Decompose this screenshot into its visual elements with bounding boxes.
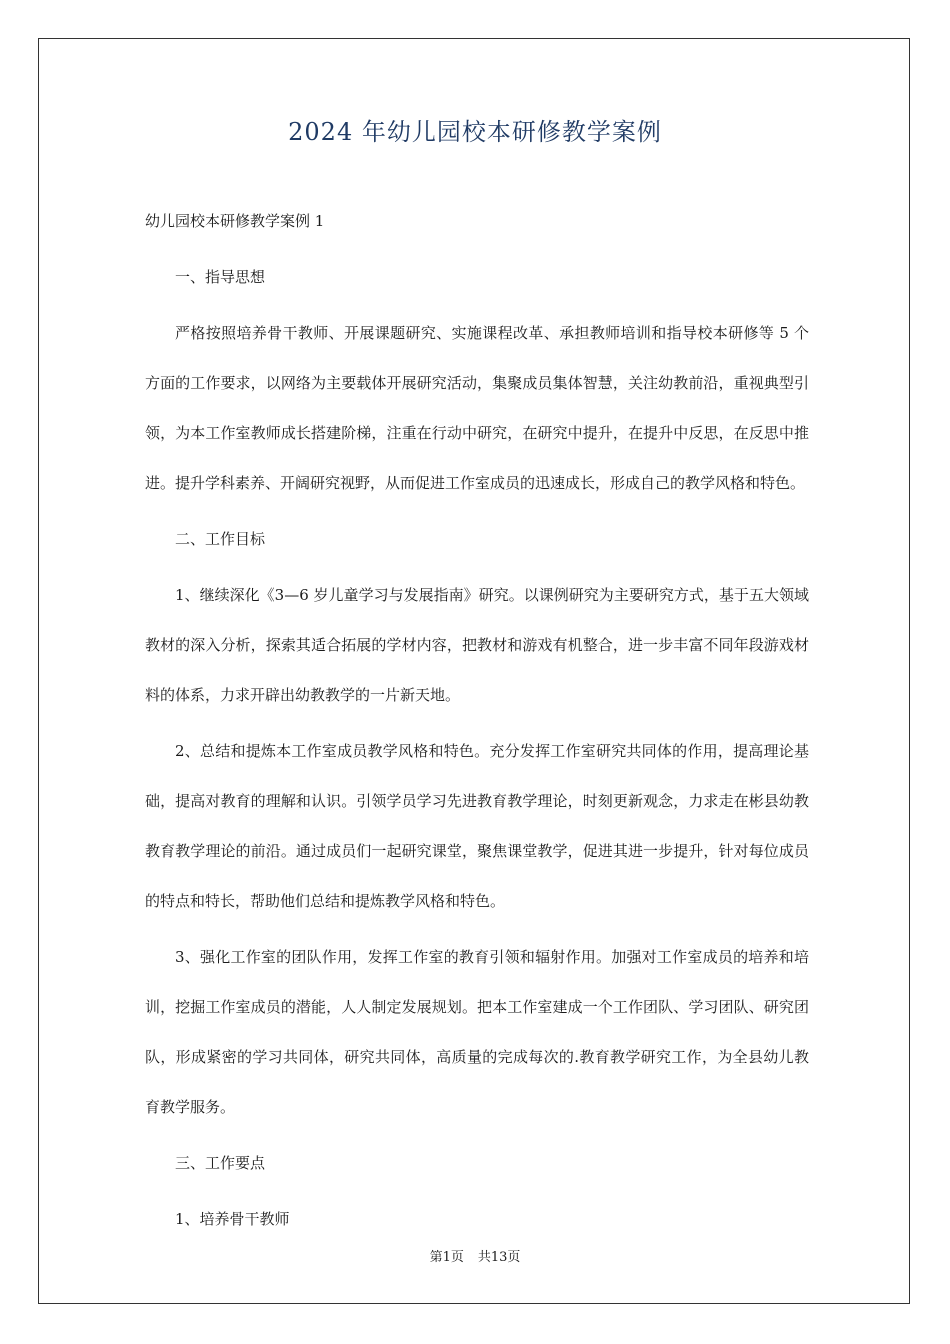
body-paragraph: 1、继续深化《3—6 岁儿童学习与发展指南》研究。以课例研究为主要研究方式，基于五大领域教材的深入分析，探索其适合拓展的学材内容，把教材和游戏有机整合，进一步丰富不同年段游戏材料的体系，力求开辟出幼教教学的一片新天地。 bbox=[145, 586, 809, 704]
section-heading: 幼儿园校本研修教学案例 1 bbox=[145, 212, 325, 230]
body-paragraph: 3、强化工作室的团队作用，发挥工作室的教育引领和辐射作用。加强对工作室成员的培养和培训，挖掘工作室成员的潜能，人人制定发展规划。把本工作室建成一个工作团队、学习团队、研究团队，形成紧密的学习共同体，研究共同体，高质量的完成每次的.教育教学研究工作，为全县幼儿教育教学服务。 bbox=[145, 948, 809, 1116]
document-title: 2024 年幼儿园校本研修教学案例 bbox=[288, 118, 662, 146]
section-heading: 三、工作要点 bbox=[175, 1154, 266, 1172]
page-current: 第1页 bbox=[429, 1250, 464, 1265]
body-paragraph: 2、总结和提炼本工作室成员教学风格和特色。充分发挥工作室研究共同体的作用，提高理论基础，提高对教育的理解和认识。引领学员学习先进教育教学理论，时刻更新观念，力求走在彬县幼教教育教学理论的前沿。通过成员们一起研究课堂，聚焦课堂教学，促进其进一步提升，针对每位成员的特点和特长，帮助他们总结和提炼教学风格和特色。 bbox=[145, 742, 809, 910]
body-paragraph: 1、培养骨干教师 bbox=[175, 1210, 290, 1228]
page-total: 共13页 bbox=[477, 1250, 521, 1265]
section-heading: 一、指导思想 bbox=[175, 268, 266, 286]
page-footer bbox=[0, 1246, 950, 1265]
body-paragraph: 严格按照培养骨干教师、开展课题研究、实施课程改革、承担教师培训和指导校本研修等 5 个方面的工作要求，以网络为主要载体开展研究活动，集聚成员集体智慧，关注幼教前沿，重视典型引领，为本工作室教师成长搭建阶梯，注重在行动中研究，在研究中提升，在提升中反思，在反思中推进。提升学科素养、开阔研究视野，从而促进工作室成员的迅速成长，形成自己的教学风格和特色。 bbox=[145, 324, 809, 492]
section-heading: 二、工作目标 bbox=[175, 530, 266, 548]
document-body bbox=[145, 196, 809, 1250]
